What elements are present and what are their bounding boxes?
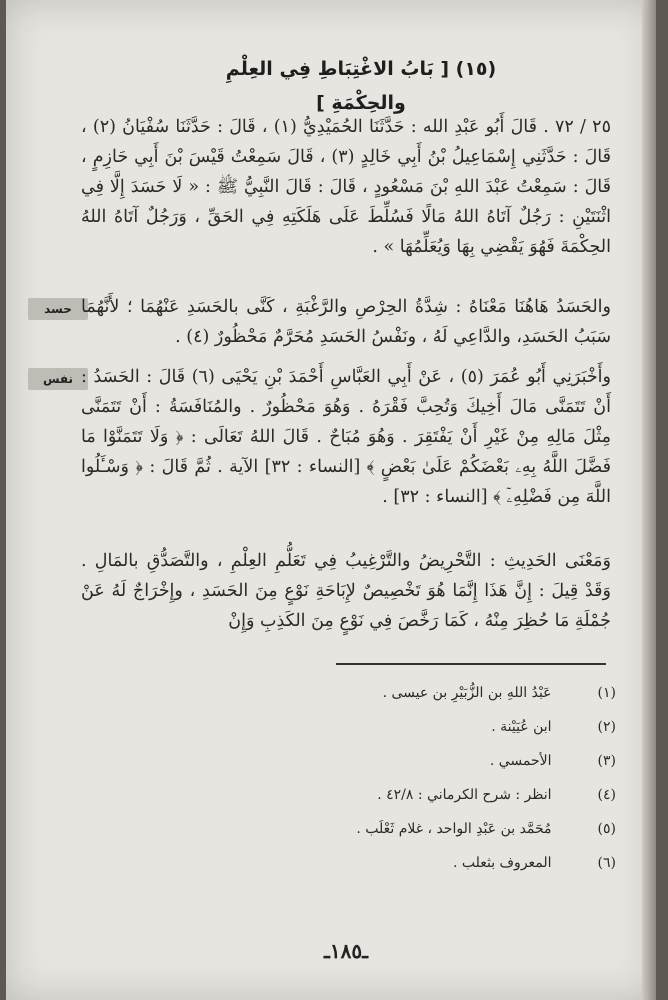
chapter-title: (١٥) [ بَابُ الاغْتِبَاطِ فِي العِلْمِ والحِكْمَةِ ] [225,58,497,114]
commentary-paragraph: والحَسَدُ هَاهُنَا مَعْنَاهُ : شِدَّةُ الحِرْصِ والرَّغْبَةِ ، كَنَّى بالحَسَدِ عَنْهُمَا ؛ لأَنَّهُمَا سَبَبُ الحَسَدِ، والدَّاعِي لَهُ ، ونَفْسُ الحَسَدِ مُحَرَّمٌ مَحْظُورٌ (٤) . [81,297,611,347]
footnote-text: انظر : شرح الكرماني : ٤٢/٨ . [377,787,552,803]
footnote-number: (٥) [597,821,616,837]
meaning-paragraph: وَمَعْنَى الحَدِيثِ : التَّحْرِيضُ والتَّرْغِيبُ فِي تَعَلُّمِ العِلْمِ ، والتَّصَدُّقِ بالمَالِ . وَقَدْ قِيلَ : إِنَّ هَذَا إِنَّمَا هُوَ تَخْصِيصٌ لإِبَاحَةِ نَوْعٍ مِنَ الحَسَدِ ، وإِخْرَاجٌ لَهُ عَنْ جُمْلَةِ مَا حُظِرَ مِنْهُ ، كَمَا رَخَّصَ فِي نَوْعٍ مِنَ الكَذِبِ وَإِنْ [81,551,611,631]
footnote-number: (٦) [597,855,616,871]
footnote-item [96,850,616,876]
footnote-text: عَبْدُ اللهِ بن الزُّبَيْرِ بن عيسى . [382,685,552,701]
footnote-divider [336,663,606,665]
footnote-text: ابن عُيَيْنة . [491,719,552,735]
margin-tag-nafs: نفس [28,368,88,390]
footnote-item [96,680,616,706]
footnote-item [96,816,616,842]
footnote-item [96,714,616,740]
footnote-text: مُحَمَّد بن عَبْدِ الواحد ، غلام ثَعْلَب . [356,821,552,837]
footnote-number: (٣) [597,753,616,769]
footnote-item [96,782,616,808]
footnote-item [96,748,616,774]
footnote-number: (٤) [597,787,616,803]
definition-paragraph: وأَخْبَرَنِي أَبُو عُمَرَ (٥) ، عَنْ أَبِي العَبَّاسِ أَحْمَدَ بْنِ يَحْيَى (٦) قَالَ : الحَسَدُ : أَنْ تَتَمَنَّى مَالَ أَخِيكَ وَتُحِبَّ فَقْرَهُ . وَهُوَ مَحْظُورٌ . والمُنَافَسَةُ : أَنْ تَتَمَنَّى مِثْلَ مَالِهِ مِنْ غَيْرِ أَنْ يَفْتَقِرَ . وَهُوَ مُبَاحٌ . قَالَ اللهُ تَعَالَى : ﴿ وَلَا تَتَمَنَّوْا مَا فَضَّلَ اللَّهُ بِهِۦ بَعْضَكُمْ عَلَىٰ بَعْضٍ ﴾ [النساء : ٣٢] الآية . ثُمَّ قَالَ : ﴿ وَسْـَٔلُوا اللَّهَ مِن فَضْلِهِۦٓ ﴾ [النساء : ٣٢] . [81,367,611,507]
page-edge [642,0,656,1000]
footnote-number: (٢) [597,719,616,735]
footnote-number: (١) [597,685,616,701]
hadith-paragraph: ٢٥ / ٧٢ . قَالَ أَبُو عَبْدِ الله : حَدَّثَنَا الحُمَيْدِيُّ (١) ، قَالَ : حَدَّثَنَا سُفْيَانُ (٢) ، قَالَ : حَدَّثَنِي إِسْمَاعِيلُ بْنُ أَبِي خَالِدٍ (٣) ، قَالَ سَمِعْتُ قَيْسَ بْنَ أَبِي حَازِمٍ ، قَالَ : سَمِعْتُ عَبْدَ اللهِ بْنَ مَسْعُودٍ ، قَالَ : قَالَ النَّبِيُّ ﷺ : « لَا حَسَدَ إِلَّا فِي اثْنَتَيْنِ : رَجُلٌ آتَاهُ اللهُ مَالًا فَسُلِّطَ عَلَى هَلَكَتِهِ فِي الحَقِّ ، وَرَجُلٌ آتَاهُ اللهُ الحِكْمَةَ فَهُوَ يَقْضِي بِهَا وَيُعَلِّمُهَا » . [81,117,611,257]
book-page [6,0,656,1000]
page-number: ـ١٨٥ـ [324,939,368,963]
footnote-text: المعروف بثعلب . [452,855,552,871]
footnote-list [96,680,616,880]
margin-tag-hasad: حسد [28,298,88,320]
footnote-text: الأحمسي . [489,753,552,769]
